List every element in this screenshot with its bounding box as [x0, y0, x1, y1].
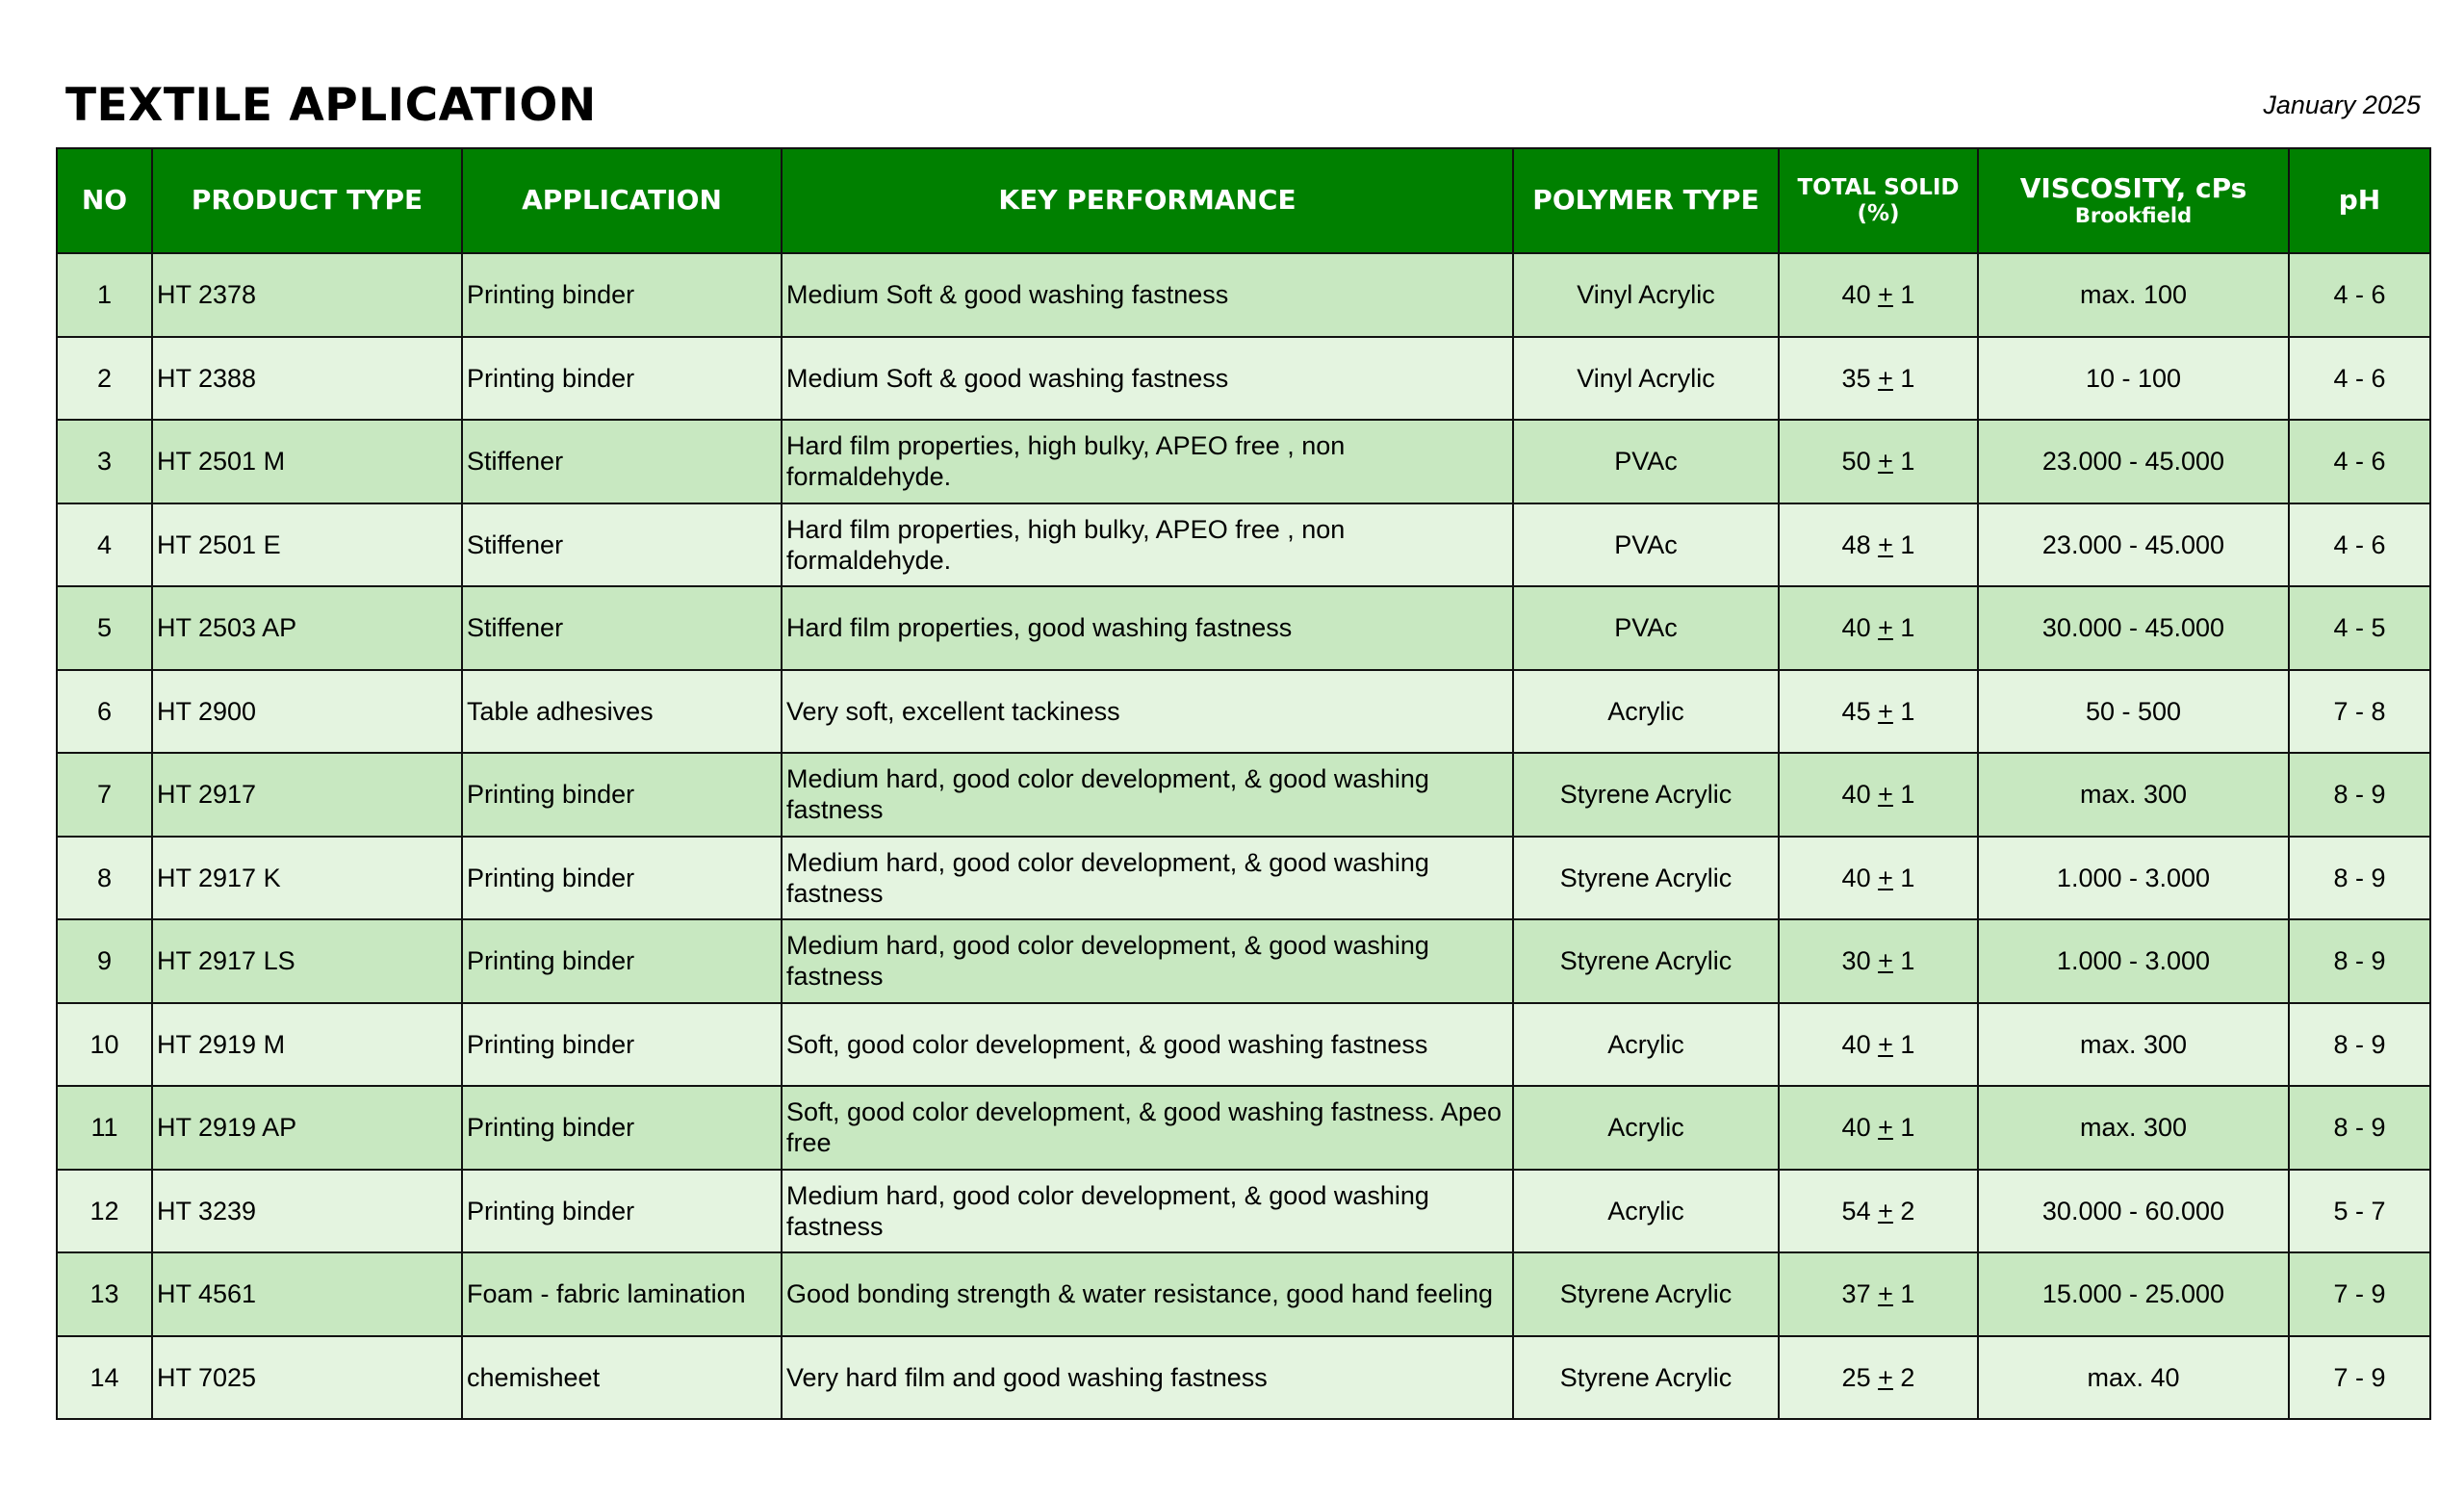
col-header-viscosity — [1978, 148, 2289, 253]
cell-ph: 4 - 6 — [2289, 337, 2430, 421]
cell-viscosity: 30.000 - 45.000 — [1978, 586, 2289, 670]
cell-viscosity: 50 - 500 — [1978, 670, 2289, 754]
cell-ph: 4 - 6 — [2289, 253, 2430, 337]
cell-key-performance: Medium hard, good color development, & good washing fastness — [782, 1170, 1513, 1253]
cell-no: 1 — [57, 253, 152, 337]
cell-total-solid — [1779, 586, 1978, 670]
cell-product-type: HT 3239 — [152, 1170, 462, 1253]
cell-viscosity: 1.000 - 3.000 — [1978, 837, 2289, 920]
total-solid-tolerance: 1 — [1900, 863, 1915, 892]
cell-total-solid — [1779, 253, 1978, 337]
cell-viscosity: max. 300 — [1978, 753, 2289, 837]
total-solid-label: TOTAL SOLID — [1797, 175, 1960, 201]
plus-minus-sign: + — [1878, 1113, 1893, 1143]
cell-product-type: HT 2917 K — [152, 837, 462, 920]
cell-no: 8 — [57, 837, 152, 920]
total-solid-value: 40 — [1841, 1113, 1871, 1143]
plus-minus-sign: + — [1878, 696, 1893, 726]
total-solid-value: 25 — [1841, 1362, 1871, 1392]
cell-ph: 4 - 6 — [2289, 503, 2430, 587]
cell-application: Printing binder — [462, 837, 782, 920]
table-row — [57, 919, 2430, 1003]
cell-product-type: HT 2501 E — [152, 503, 462, 587]
cell-polymer-type: PVAc — [1513, 503, 1779, 587]
total-solid-value: 40 — [1841, 613, 1871, 643]
cell-no: 14 — [57, 1336, 152, 1420]
cell-no: 4 — [57, 503, 152, 587]
table-header-row — [57, 148, 2430, 253]
cell-product-type: HT 2917 LS — [152, 919, 462, 1003]
cell-total-solid — [1779, 1086, 1978, 1170]
cell-viscosity: max. 100 — [1978, 253, 2289, 337]
plus-minus-sign: + — [1878, 780, 1893, 810]
cell-polymer-type: Vinyl Acrylic — [1513, 253, 1779, 337]
viscosity-method: Brookfield — [2074, 204, 2193, 227]
cell-application: Printing binder — [462, 1170, 782, 1253]
plus-minus-sign: + — [1878, 613, 1893, 643]
cell-application: Stiffener — [462, 586, 782, 670]
cell-no: 9 — [57, 919, 152, 1003]
cell-key-performance: Hard film properties, good washing fastness — [782, 586, 1513, 670]
cell-viscosity: 23.000 - 45.000 — [1978, 503, 2289, 587]
cell-polymer-type: Vinyl Acrylic — [1513, 337, 1779, 421]
cell-polymer-type: Acrylic — [1513, 1086, 1779, 1170]
cell-polymer-type: Acrylic — [1513, 1003, 1779, 1087]
total-solid-tolerance: 1 — [1900, 1279, 1915, 1309]
total-solid-tolerance: 1 — [1900, 696, 1915, 726]
cell-total-solid — [1779, 753, 1978, 837]
cell-application: Printing binder — [462, 253, 782, 337]
cell-total-solid — [1779, 420, 1978, 503]
table-row — [57, 337, 2430, 421]
table-row — [57, 503, 2430, 587]
cell-application: Foam - fabric lamination — [462, 1252, 782, 1336]
cell-key-performance: Medium Soft & good washing fastness — [782, 337, 1513, 421]
cell-key-performance: Very soft, excellent tackiness — [782, 670, 1513, 754]
cell-total-solid — [1779, 337, 1978, 421]
col-header-total-solid — [1779, 148, 1978, 253]
total-solid-tolerance: 1 — [1900, 1113, 1915, 1143]
total-solid-value: 35 — [1841, 363, 1871, 393]
cell-no: 13 — [57, 1252, 152, 1336]
table-row — [57, 253, 2430, 337]
cell-ph: 8 - 9 — [2289, 753, 2430, 837]
col-header-application: APPLICATION — [462, 148, 782, 253]
cell-no: 7 — [57, 753, 152, 837]
cell-product-type: HT 4561 — [152, 1252, 462, 1336]
cell-ph: 7 - 9 — [2289, 1252, 2430, 1336]
cell-ph: 7 - 9 — [2289, 1336, 2430, 1420]
plus-minus-sign: + — [1878, 946, 1893, 976]
cell-polymer-type: Styrene Acrylic — [1513, 919, 1779, 1003]
plus-minus-sign: + — [1878, 1029, 1893, 1059]
cell-product-type: HT 2378 — [152, 253, 462, 337]
plus-minus-sign: + — [1878, 1196, 1893, 1225]
cell-key-performance: Medium hard, good color development, & good washing fastness — [782, 753, 1513, 837]
page-title: TEXTILE APLICATION — [65, 79, 597, 132]
total-solid-value: 40 — [1841, 280, 1871, 310]
table-row — [57, 1003, 2430, 1087]
total-solid-value: 48 — [1841, 529, 1871, 559]
total-solid-value: 50 — [1841, 447, 1871, 477]
total-solid-value: 45 — [1841, 696, 1871, 726]
cell-viscosity: 30.000 - 60.000 — [1978, 1170, 2289, 1253]
col-header-ph: pH — [2289, 148, 2430, 253]
plus-minus-sign: + — [1878, 280, 1893, 310]
col-header-key-performance: KEY PERFORMANCE — [782, 148, 1513, 253]
cell-polymer-type: Styrene Acrylic — [1513, 753, 1779, 837]
total-solid-tolerance: 2 — [1900, 1196, 1915, 1225]
table-body — [57, 253, 2430, 1419]
cell-total-solid — [1779, 670, 1978, 754]
viscosity-label: VISCOSITY, cPs — [2019, 171, 2247, 204]
cell-product-type: HT 7025 — [152, 1336, 462, 1420]
cell-application: Stiffener — [462, 503, 782, 587]
cell-viscosity: 23.000 - 45.000 — [1978, 420, 2289, 503]
col-header-no: NO — [57, 148, 152, 253]
total-solid-value: 40 — [1841, 780, 1871, 810]
cell-no: 11 — [57, 1086, 152, 1170]
cell-total-solid — [1779, 919, 1978, 1003]
cell-ph: 4 - 5 — [2289, 586, 2430, 670]
table-row — [57, 1086, 2430, 1170]
cell-polymer-type: Styrene Acrylic — [1513, 1336, 1779, 1420]
cell-application: Table adhesives — [462, 670, 782, 754]
table-row — [57, 1252, 2430, 1336]
cell-key-performance: Medium Soft & good washing fastness — [782, 253, 1513, 337]
table-row — [57, 837, 2430, 920]
cell-viscosity: max. 300 — [1978, 1086, 2289, 1170]
total-solid-tolerance: 1 — [1900, 529, 1915, 559]
cell-key-performance: Very hard film and good washing fastness — [782, 1336, 1513, 1420]
cell-product-type: HT 2919 M — [152, 1003, 462, 1087]
cell-viscosity: max. 300 — [1978, 1003, 2289, 1087]
cell-no: 12 — [57, 1170, 152, 1253]
cell-application: Printing binder — [462, 337, 782, 421]
plus-minus-sign: + — [1878, 447, 1893, 477]
total-solid-tolerance: 1 — [1900, 946, 1915, 976]
cell-polymer-type: Styrene Acrylic — [1513, 837, 1779, 920]
cell-total-solid — [1779, 1170, 1978, 1253]
cell-total-solid — [1779, 1252, 1978, 1336]
cell-total-solid — [1779, 837, 1978, 920]
cell-no: 2 — [57, 337, 152, 421]
cell-ph: 8 - 9 — [2289, 1003, 2430, 1087]
plus-minus-sign: + — [1878, 863, 1893, 892]
cell-viscosity: max. 40 — [1978, 1336, 2289, 1420]
total-solid-unit: (%) — [1857, 200, 1900, 226]
cell-key-performance: Medium hard, good color development, & good washing fastness — [782, 919, 1513, 1003]
cell-application: chemisheet — [462, 1336, 782, 1420]
total-solid-tolerance: 1 — [1900, 1029, 1915, 1059]
cell-polymer-type: PVAc — [1513, 420, 1779, 503]
plus-minus-sign: + — [1878, 1362, 1893, 1392]
cell-application: Printing binder — [462, 1086, 782, 1170]
cell-total-solid — [1779, 1003, 1978, 1087]
col-header-product-type: PRODUCT TYPE — [152, 148, 462, 253]
cell-polymer-type: Acrylic — [1513, 670, 1779, 754]
cell-polymer-type: Styrene Acrylic — [1513, 1252, 1779, 1336]
product-table — [56, 147, 2431, 1420]
total-solid-value: 40 — [1841, 1029, 1871, 1059]
cell-product-type: HT 2501 M — [152, 420, 462, 503]
cell-ph: 8 - 9 — [2289, 1086, 2430, 1170]
total-solid-tolerance: 2 — [1900, 1362, 1915, 1392]
cell-application: Stiffener — [462, 420, 782, 503]
table-row — [57, 1336, 2430, 1420]
table-row — [57, 670, 2430, 754]
cell-product-type: HT 2503 AP — [152, 586, 462, 670]
cell-no: 3 — [57, 420, 152, 503]
cell-key-performance: Soft, good color development, & good washing fastness. Apeo free — [782, 1086, 1513, 1170]
total-solid-tolerance: 1 — [1900, 780, 1915, 810]
cell-ph: 8 - 9 — [2289, 837, 2430, 920]
cell-ph: 7 - 8 — [2289, 670, 2430, 754]
cell-key-performance: Good bonding strength & water resistance, good hand feeling — [782, 1252, 1513, 1336]
cell-product-type: HT 2917 — [152, 753, 462, 837]
total-solid-tolerance: 1 — [1900, 363, 1915, 393]
col-header-polymer-type: POLYMER TYPE — [1513, 148, 1779, 253]
cell-product-type: HT 2900 — [152, 670, 462, 754]
cell-viscosity: 1.000 - 3.000 — [1978, 919, 2289, 1003]
page-date: January 2025 — [2263, 90, 2421, 119]
cell-polymer-type: Acrylic — [1513, 1170, 1779, 1253]
table-row — [57, 586, 2430, 670]
cell-total-solid — [1779, 503, 1978, 587]
cell-polymer-type: PVAc — [1513, 586, 1779, 670]
cell-total-solid — [1779, 1336, 1978, 1420]
cell-product-type: HT 2388 — [152, 337, 462, 421]
cell-product-type: HT 2919 AP — [152, 1086, 462, 1170]
cell-ph: 5 - 7 — [2289, 1170, 2430, 1253]
total-solid-value: 40 — [1841, 863, 1871, 892]
table-row — [57, 753, 2430, 837]
total-solid-tolerance: 1 — [1900, 280, 1915, 310]
plus-minus-sign: + — [1878, 1279, 1893, 1309]
cell-ph: 8 - 9 — [2289, 919, 2430, 1003]
cell-application: Printing binder — [462, 1003, 782, 1087]
cell-ph: 4 - 6 — [2289, 420, 2430, 503]
cell-no: 6 — [57, 670, 152, 754]
total-solid-value: 37 — [1841, 1279, 1871, 1309]
plus-minus-sign: + — [1878, 363, 1893, 393]
cell-key-performance: Soft, good color development, & good washing fastness — [782, 1003, 1513, 1087]
total-solid-tolerance: 1 — [1900, 447, 1915, 477]
cell-key-performance: Hard film properties, high bulky, APEO free , non formaldehyde. — [782, 503, 1513, 587]
cell-no: 10 — [57, 1003, 152, 1087]
total-solid-value: 30 — [1841, 946, 1871, 976]
plus-minus-sign: + — [1878, 529, 1893, 559]
cell-key-performance: Hard film properties, high bulky, APEO free , non formaldehyde. — [782, 420, 1513, 503]
cell-application: Printing binder — [462, 919, 782, 1003]
total-solid-value: 54 — [1841, 1196, 1871, 1225]
cell-key-performance: Medium hard, good color development, & good washing fastness — [782, 837, 1513, 920]
table-row — [57, 420, 2430, 503]
cell-viscosity: 15.000 - 25.000 — [1978, 1252, 2289, 1336]
cell-no: 5 — [57, 586, 152, 670]
cell-application: Printing binder — [462, 753, 782, 837]
cell-viscosity: 10 - 100 — [1978, 337, 2289, 421]
table-row — [57, 1170, 2430, 1253]
total-solid-tolerance: 1 — [1900, 613, 1915, 643]
